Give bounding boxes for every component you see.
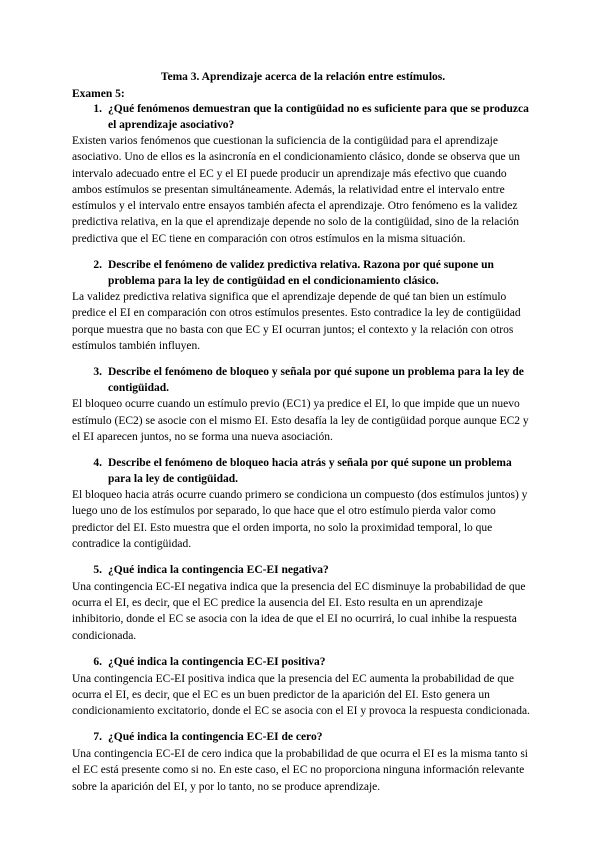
- question-number: 3.: [93, 366, 102, 379]
- question-number: 5.: [93, 564, 102, 577]
- question-heading: [72, 655, 534, 671]
- question-number: 2.: [93, 259, 102, 272]
- question-block-4: [72, 456, 534, 552]
- question-heading: [72, 365, 534, 396]
- question-block-6: [72, 655, 534, 719]
- answer-text: Una contingencia EC-EI negativa indica que la presencia del EC disminuye la probabilidad de que ocurra el EI, es decir, que el EC predice la ausencia del EI. Esto resulta en un aprendizaje inhibitorio, donde el EC se asocia con la idea de que el EI no ocurrirá, lo cual inhibe la respuesta condicionada.: [72, 580, 526, 642]
- question-number: 6.: [93, 656, 102, 669]
- question-block-3: [72, 365, 534, 445]
- exam-label: Examen 5:: [72, 88, 125, 100]
- question-heading: [72, 730, 534, 746]
- question-heading: [72, 456, 534, 487]
- question-block-1: [72, 102, 534, 247]
- question-text: Describe el fenómeno de bloqueo y señala por qué supone un problema para la ley de contigüidad.: [108, 366, 524, 394]
- question-block-7: [72, 730, 534, 794]
- question-number: 1.: [93, 103, 102, 115]
- question-text: Describe el fenómeno de bloqueo hacia atrás y señala por qué supone un problema para la ley de contigüidad.: [108, 457, 512, 485]
- question-number: 7.: [93, 731, 102, 744]
- question-text: ¿Qué indica la contingencia EC-EI de cero?: [108, 731, 323, 744]
- answer-text: La validez predictiva relativa significa que el aprendizaje depende de qué tan bien un estímulo predice el EI en comparación con otros estímulos presentes. Esto contradice la ley de contigüidad porque muestra que no basta con que EC y EI ocurran juntos; el contexto y la relación con otros estímulos también influyen.: [72, 291, 521, 352]
- question-block-5: [72, 563, 534, 644]
- answer-text: El bloqueo hacia atrás ocurre cuando primero se condiciona un compuesto (dos estímulos juntos) y luego uno de los estímulos por separado, lo que hace que el otro estímulo pierda valor como predictor del EI. Esto muestra que el orden importa, no solo la proximidad temporal, lo que contradice la contigüidad.: [72, 489, 528, 551]
- question-text: ¿Qué indica la contingencia EC-EI negativa?: [108, 564, 329, 577]
- document-title: Tema 3. Aprendizaje acerca de la relación entre estímulos.: [160, 71, 446, 83]
- question-text: ¿Qué fenómenos demuestran que la contigüidad no es suficiente para que se produzca el aprendizaje asociativo?: [108, 103, 529, 131]
- answer-text: Una contingencia EC-EI positiva indica que la presencia del EC aumenta la probabilidad de que ocurra el EI, es decir, que el EC es un buen predictor de la aparición del EI. Esto genera un condicionamiento excitatorio, donde el EC se asocia con el EI y provoca la respuesta condicionada.: [72, 672, 530, 718]
- answer-text: Existen varios fenómenos que cuestionan la suficiencia de la contigüidad para el aprendizaje asociativo. Uno de ellos es la asincronía en el condicionamiento clásico, donde se observa que un intervalo adecuado entre el EC y el EI puede producir un aprendizaje más efectivo que cuando ambos estímulos se presentan simultáneamente. Además, la relatividad entre el intervalo entre estímulos y el intervalo entre ensayos también afecta el aprendizaje. Otro fenómeno es la validez predictiva relativa, en la que el aprendizaje depende no solo de la contigüidad, sino de la relación predictiva que el EC tiene en comparación con otros estímulos en la misma situación.: [72, 135, 521, 245]
- question-block-2: [72, 258, 534, 354]
- question-text: Describe el fenómeno de validez predictiva relativa. Razona por qué supone un problema para la ley de contigüidad en el condicionamiento clásico.: [108, 259, 494, 287]
- answer-text: Una contingencia EC-EI de cero indica que la probabilidad de que ocurra el EI es la misma tanto si el EC está presente como si no. En este caso, el EC no proporciona ninguna información relevante sobre la aparición del EI, y por lo tanto, no se produce aprendizaje.: [72, 747, 528, 793]
- question-heading: [72, 258, 534, 289]
- question-heading: [72, 563, 534, 579]
- question-number: 4.: [93, 457, 102, 470]
- question-heading: [72, 102, 534, 133]
- question-text: ¿Qué indica la contingencia EC-EI positiva?: [108, 656, 326, 669]
- answer-text: El bloqueo ocurre cuando un estímulo previo (EC1) ya predice el EI, lo que impide que un nuevo estímulo (EC2) se asocie con el mismo EI. Esto desafía la ley de contigüidad porque aunque EC2 y el EI aparecen juntos, no se forma una nueva asociación.: [72, 398, 529, 443]
